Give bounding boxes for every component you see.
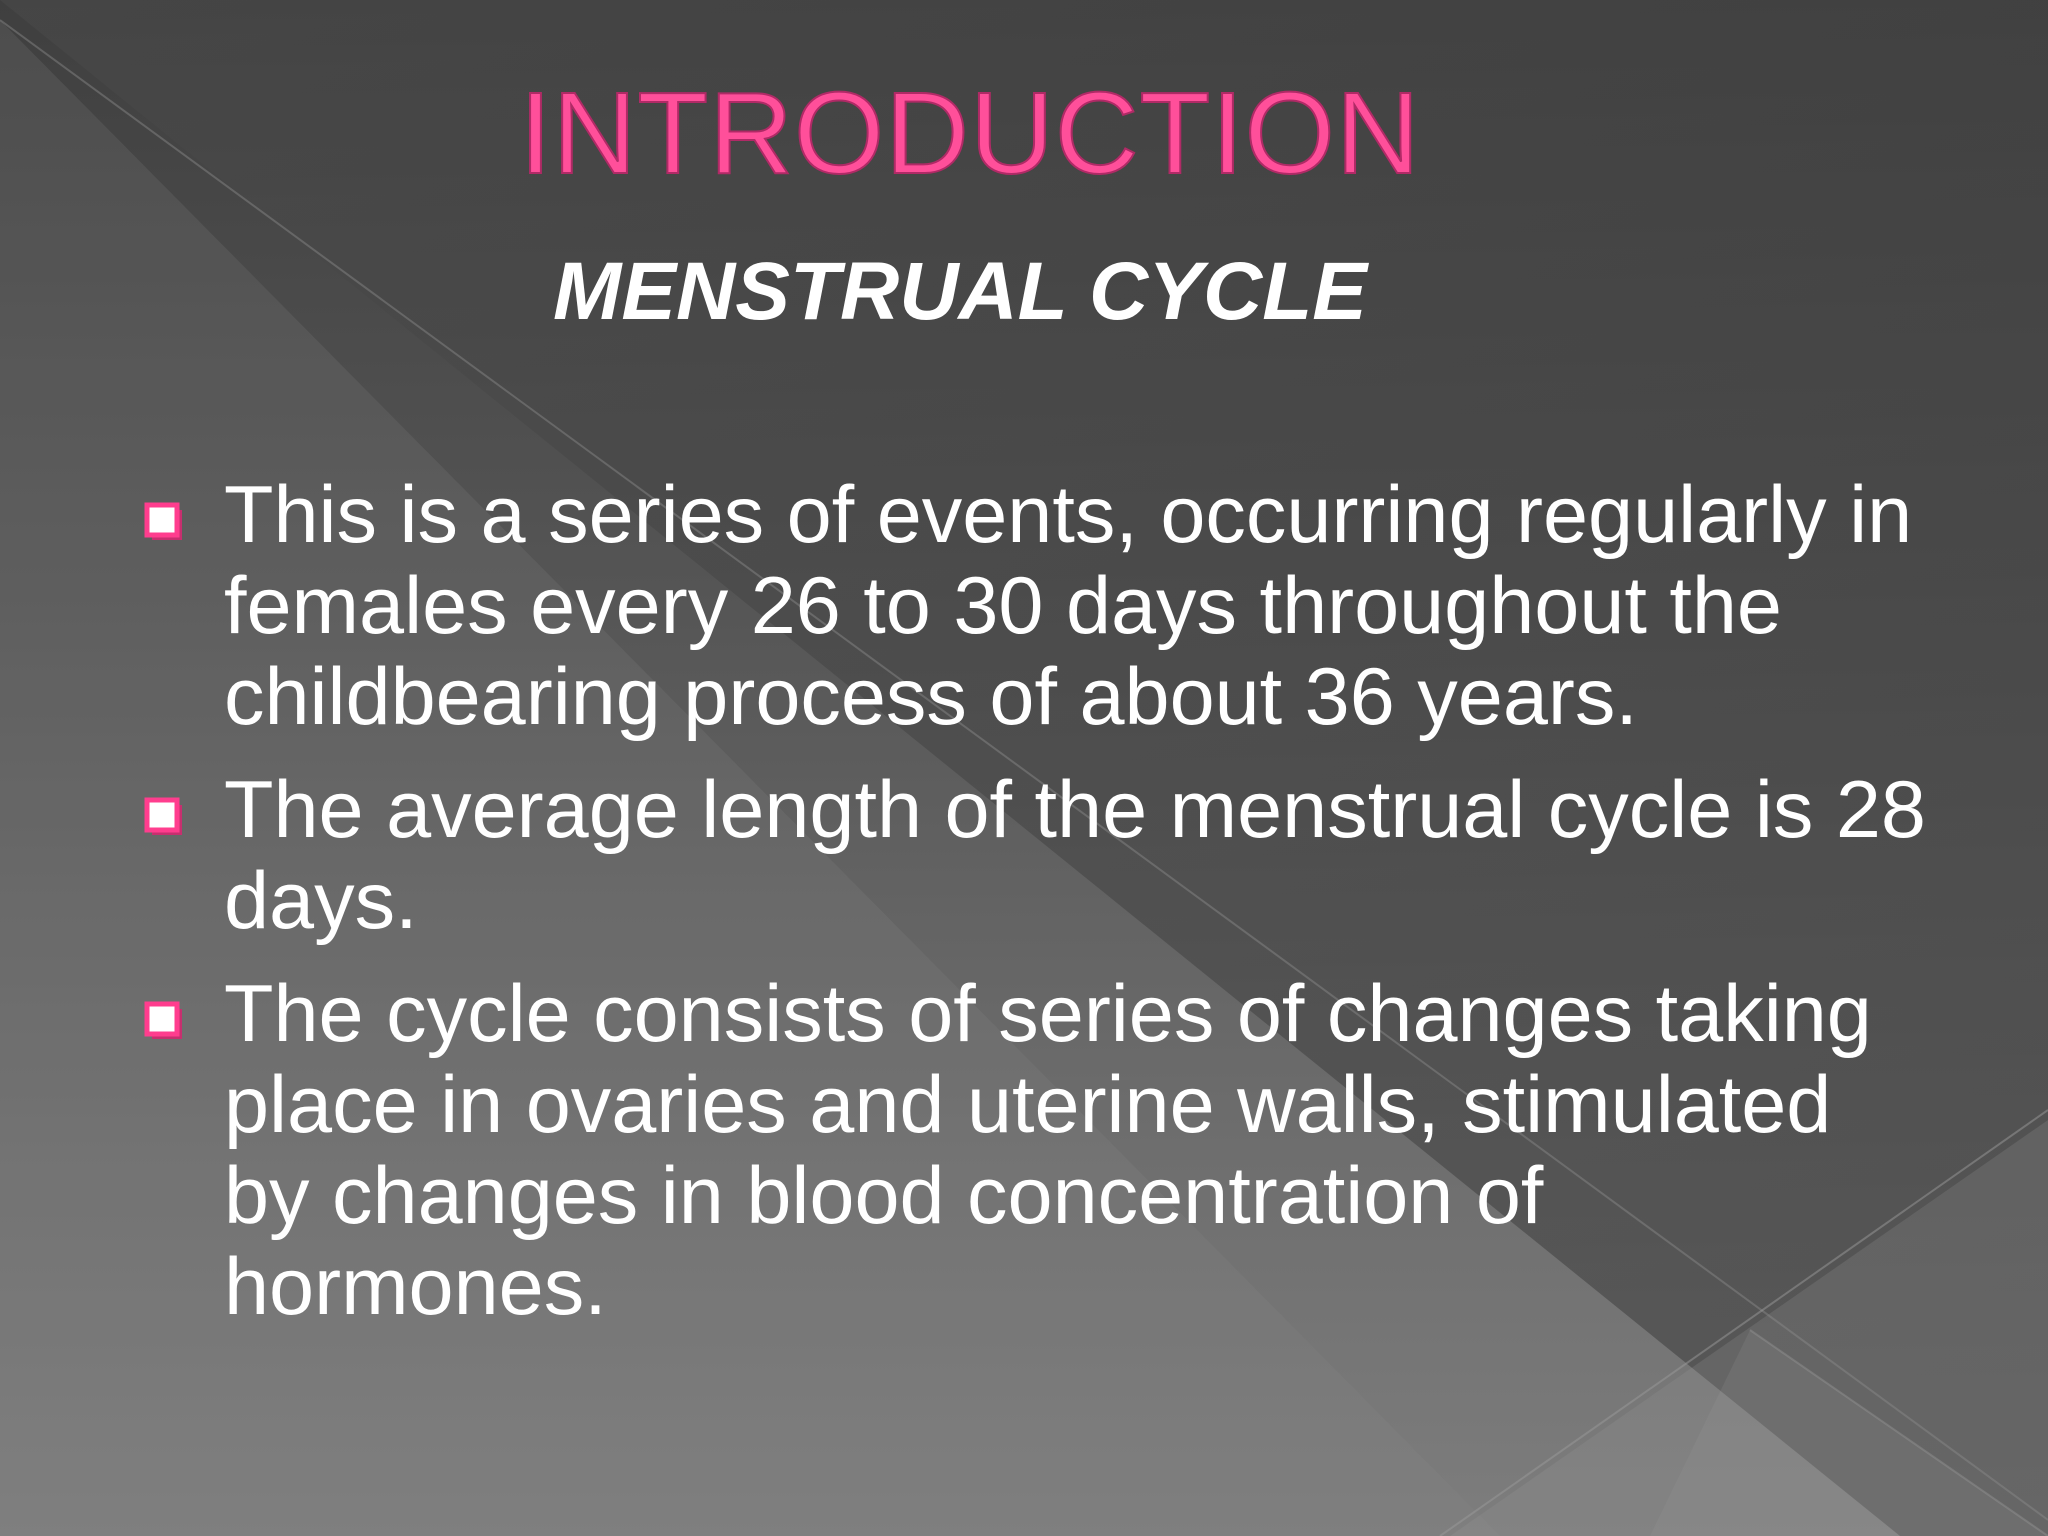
bullet-item bbox=[140, 969, 1930, 1333]
bullet-text: The average length of the menstrual cycle is 28 days. bbox=[224, 765, 1926, 946]
hollow-square-bullet-icon bbox=[144, 1001, 186, 1043]
slide-title: INTRODUCTION bbox=[519, 68, 1421, 198]
bullet-text: This is a series of events, occurring regularly in females every 26 to 30 days throughout the childbearing process of about 36 years. bbox=[224, 470, 1913, 742]
bullet-item bbox=[140, 765, 1930, 947]
hollow-square-bullet-icon bbox=[144, 797, 186, 839]
slide-subtitle: MENSTRUAL CYCLE bbox=[553, 246, 1367, 337]
bullet-text: The cycle consists of series of changes taking place in ovaries and uterine walls, stimulated by changes in blood concentration of hormones. bbox=[224, 969, 1872, 1332]
bullet-item bbox=[140, 470, 1930, 743]
hollow-square-bullet-icon bbox=[144, 502, 186, 544]
bullet-list bbox=[140, 470, 1930, 1355]
